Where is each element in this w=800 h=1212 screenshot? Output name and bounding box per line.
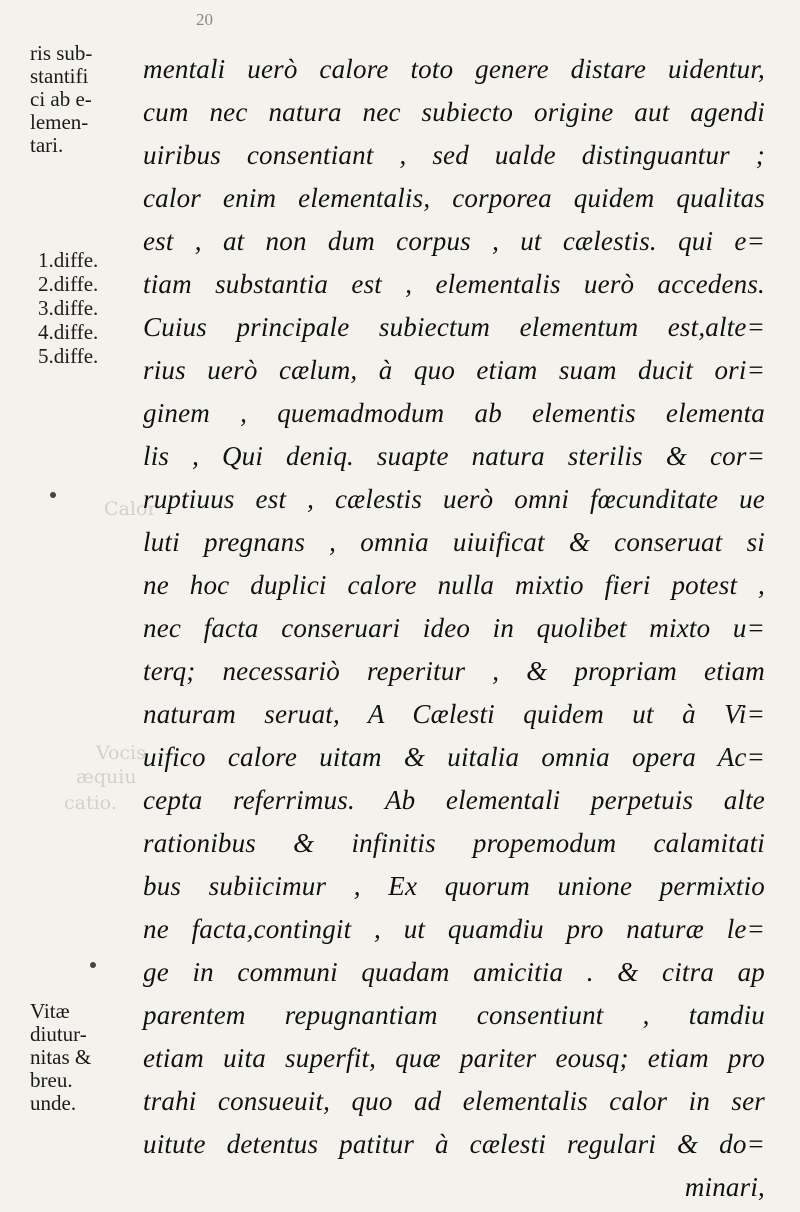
text-line: ne hoc duplici calore nulla mixtio fieri potest , bbox=[143, 570, 765, 600]
margin-note-line: Vitæ bbox=[30, 999, 70, 1023]
margin-note-line: nitas & bbox=[30, 1045, 92, 1069]
text-line: nec facta conseruari ideo in quolibet mixto u= bbox=[143, 613, 765, 643]
text-line: ne facta,contingit , ut quamdiu pro naturæ le= bbox=[143, 914, 765, 944]
margin-note-line: lemen- bbox=[30, 110, 89, 134]
margin-note-line: stantifi bbox=[30, 64, 89, 88]
text-line: cum nec natura nec subiecto origine aut agendi bbox=[143, 97, 765, 127]
text-line: terq; necessariò reperitur , & propriam etiam bbox=[143, 656, 765, 686]
text-line: uiribus consentiant , sed ualde distinguantur ; bbox=[143, 140, 765, 170]
text-line: cepta referrimus. Ab elementali perpetuis alte bbox=[143, 785, 765, 815]
text-line-catchword: minari, bbox=[684, 1172, 765, 1202]
text-line: calor enim elementalis, corporea quidem qualitas bbox=[143, 183, 765, 213]
text-line: bus subiicimur , Ex quorum unione permixtio bbox=[143, 871, 765, 901]
text-line: est , at non dum corpus , ut cælestis. qui e= bbox=[143, 226, 765, 256]
bleed-through-text: Calor bbox=[104, 498, 157, 520]
margin-note-heat bbox=[30, 42, 155, 157]
margin-note-line: 5.diffe. bbox=[38, 344, 99, 368]
margin-note-differences bbox=[38, 248, 163, 368]
text-line: ge in communi quadam amicitia . & citra ap bbox=[143, 957, 765, 987]
text-line: mentali uerò calore toto genere distare uidentur, bbox=[143, 54, 765, 84]
margin-note-line: 4.diffe. bbox=[38, 320, 99, 344]
text-line: uifico calore uitam & uitalia omnia opera Ac= bbox=[143, 742, 765, 772]
margin-note-line: tari. bbox=[30, 133, 64, 157]
text-line: tiam substantia est , elementalis uerò accedens. bbox=[143, 269, 765, 299]
bleed-through-text: æquiu bbox=[76, 766, 137, 788]
text-line: uitute detentus patitur à cælesti regulari & do= bbox=[143, 1129, 765, 1159]
bleed-through-text: catio. bbox=[64, 792, 117, 814]
text-line: etiam uita superfit, quæ pariter eousq; etiam pro bbox=[143, 1043, 765, 1073]
text-line: rationibus & infinitis propemodum calamitati bbox=[143, 828, 765, 858]
text-line: Cuius principale subiectum elementum est,alte= bbox=[143, 312, 765, 342]
margin-note-line: 2.diffe. bbox=[38, 272, 99, 296]
text-line: rius uerò cælum, à quo etiam suam ducit ori= bbox=[143, 355, 765, 385]
margin-note-line: diutur- bbox=[30, 1022, 87, 1046]
bleed-through-text: Vocis bbox=[96, 742, 146, 764]
margin-note-life bbox=[30, 1000, 155, 1115]
text-line: lis , Qui deniq. suapte natura sterilis & cor= bbox=[143, 441, 765, 471]
margin-note-line: 3.diffe. bbox=[38, 296, 99, 320]
text-line: ruptiuus est , cælestis uerò omni fœcunditate ue bbox=[143, 484, 765, 514]
margin-note-line: ci ab e- bbox=[30, 87, 92, 111]
text-line: parentem repugnantiam consentiunt , tamdiu bbox=[143, 1000, 765, 1030]
page-number: 20 bbox=[196, 10, 213, 29]
text-line: luti pregnans , omnia uiuificat & conseruat si bbox=[143, 527, 765, 557]
margin-note-line: breu. bbox=[30, 1068, 73, 1092]
ink-dot bbox=[50, 492, 56, 498]
text-line: naturam seruat, A Cælesti quidem ut à Vi= bbox=[143, 699, 765, 729]
ink-dot bbox=[90, 962, 96, 968]
margin-note-line: 1.diffe. bbox=[38, 248, 99, 272]
text-line: ginem , quemadmodum ab elementis elementa bbox=[143, 398, 765, 428]
margin-note-line: unde. bbox=[30, 1091, 77, 1115]
text-line: trahi consueuit, quo ad elementalis calor in ser bbox=[143, 1086, 765, 1116]
margin-note-line: ris sub- bbox=[30, 41, 93, 65]
